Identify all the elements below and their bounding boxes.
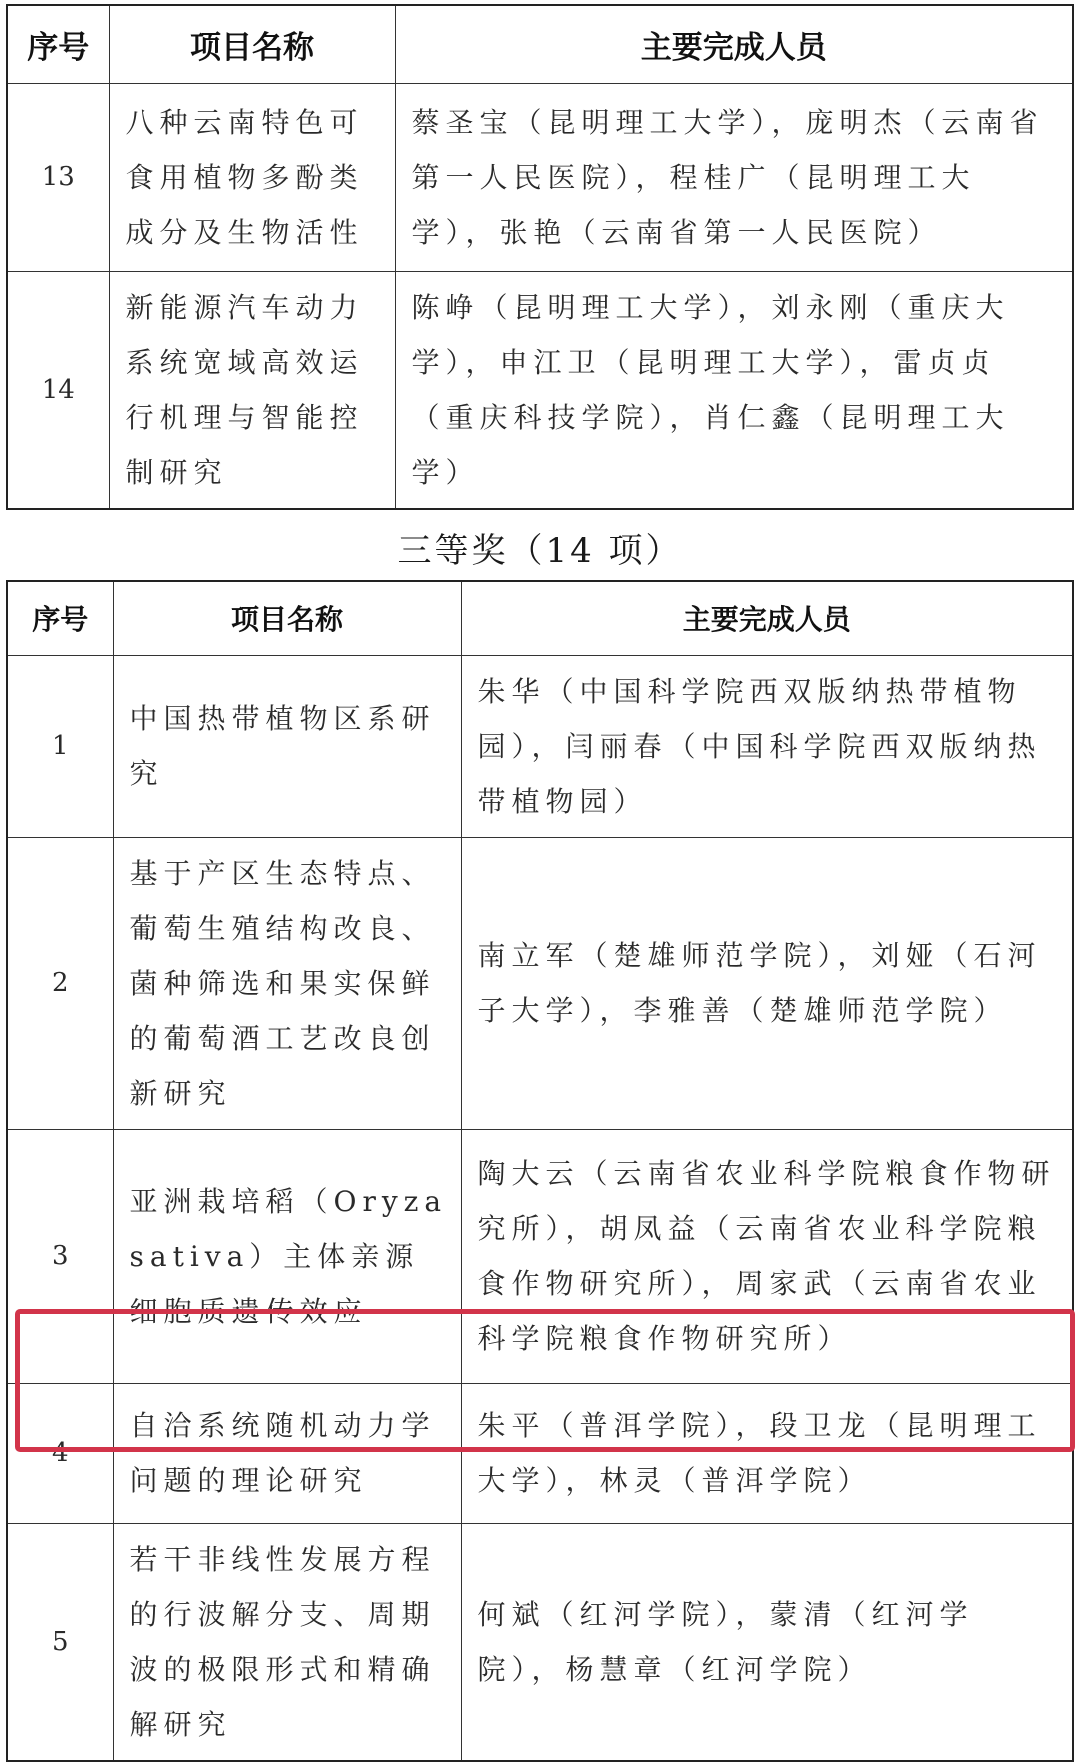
header-main-members: 主要完成人员 — [461, 581, 1073, 655]
header-seq: 序号 — [7, 5, 109, 83]
table-row — [7, 655, 1073, 837]
row-project-name: 若干非线性发展方程的行波解分支、周期波的极限形式和精确解研究 — [113, 1523, 461, 1761]
section-title-third-prize: 三等奖（14 项） — [397, 531, 683, 571]
table-header-row — [7, 5, 1073, 83]
row-members: 南立军（楚雄师范学院），刘娅（石河子大学），李雅善（楚雄师范学院） — [461, 837, 1073, 1129]
header-project-name: 项目名称 — [113, 581, 461, 655]
award-table-third-prize — [6, 580, 1074, 1762]
row-seq: 1 — [7, 655, 113, 837]
header-seq: 序号 — [7, 581, 113, 655]
row-project-name: 八种云南特色可食用植物多酚类成分及生物活性 — [109, 83, 395, 271]
header-main-members: 主要完成人员 — [395, 5, 1073, 83]
row-members: 朱华（中国科学院西双版纳热带植物园），闫丽春（中国科学院西双版纳热带植物园） — [461, 655, 1073, 837]
row-project-name: 基于产区生态特点、葡萄生殖结构改良、菌种筛选和果实保鲜的葡萄酒工艺改良创新研究 — [113, 837, 461, 1129]
award-table-second-prize-continued — [6, 4, 1074, 510]
row-members: 朱平（普洱学院），段卫龙（昆明理工大学），林灵（普洱学院） — [461, 1383, 1073, 1523]
row-project-name: 自洽系统随机动力学问题的理论研究 — [113, 1383, 461, 1523]
row-seq: 4 — [7, 1383, 113, 1523]
row-seq: 13 — [7, 83, 109, 271]
table-row — [7, 83, 1073, 271]
row-members: 何斌（红河学院），蒙清（红河学院），杨慧章（红河学院） — [461, 1523, 1073, 1761]
row-members: 陶大云（云南省农业科学院粮食作物研究所），胡凤益（云南省农业科学院粮食作物研究所），周家武（云南省农业科学院粮食作物研究所） — [461, 1129, 1073, 1383]
table-row — [7, 1523, 1073, 1761]
table-row — [7, 837, 1073, 1129]
row-project-name: 中国热带植物区系研究 — [113, 655, 461, 837]
table-row — [7, 271, 1073, 509]
row-project-name: 亚洲栽培稻（Oryza sativa）主体亲源细胞质遗传效应 — [113, 1129, 461, 1383]
row-members: 陈峥（昆明理工大学），刘永刚（重庆大学），申江卫（昆明理工大学），雷贞贞（重庆科技学院），肖仁鑫（昆明理工大学） — [395, 271, 1073, 509]
table-row — [7, 1383, 1073, 1523]
table-row — [7, 1129, 1073, 1383]
table-header-row — [7, 581, 1073, 655]
row-seq: 3 — [7, 1129, 113, 1383]
row-seq: 2 — [7, 837, 113, 1129]
row-seq: 5 — [7, 1523, 113, 1761]
row-members: 蔡圣宝（昆明理工大学），庞明杰（云南省第一人民医院），程桂广（昆明理工大学），张艳（云南省第一人民医院） — [395, 83, 1073, 271]
row-seq: 14 — [7, 271, 109, 509]
row-project-name: 新能源汽车动力系统宽域高效运行机理与智能控制研究 — [109, 271, 395, 509]
header-project-name: 项目名称 — [109, 5, 395, 83]
